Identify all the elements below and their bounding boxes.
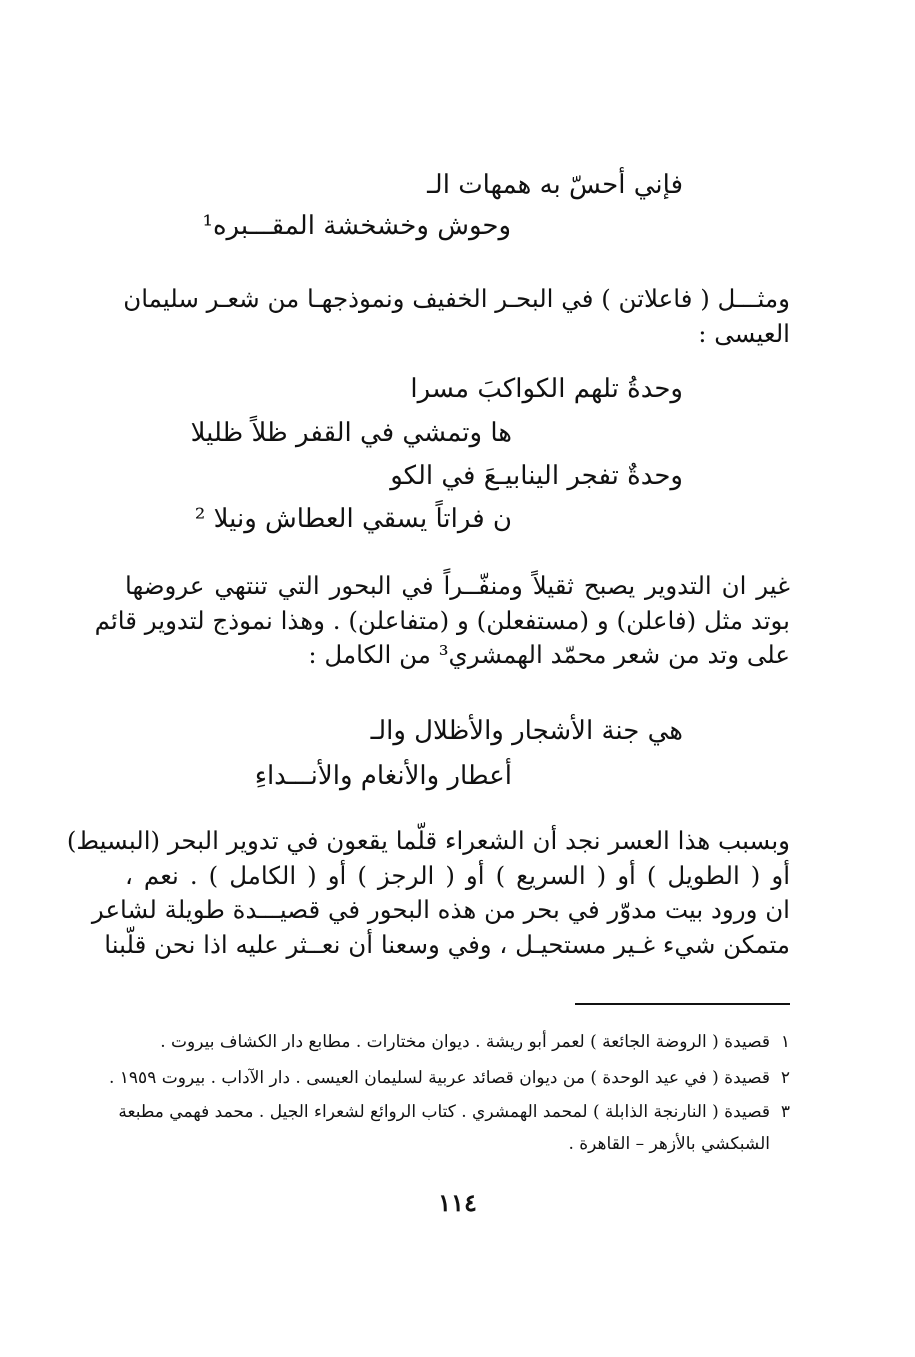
paragraph-line: ان ورود بيت مدوّر في بحر من هذه البحور في قصيـــدة طويلة لشاعر <box>91 895 790 924</box>
verse-line: هي جنة الأشجار والأظلال والـ <box>370 716 683 746</box>
verse-line: أعطار والأنغام والأنـــداءِ <box>254 761 512 791</box>
footnote-number: ١ <box>780 1032 790 1052</box>
paragraph-line: غير ان التدوير يصبح ثقيلاً ومنفّــراً في البحور التي تنتهي عروضها <box>125 571 790 600</box>
paragraph-line: ومثـــل ( فاعلاتن ) في البحـر الخفيف ونموذجهـا من شعـر سليمان <box>123 284 790 313</box>
footnote-text: الشبكشي بالأزهر – القاهرة . <box>568 1134 770 1154</box>
paragraph-line: أو ( الطويل ) أو ( السريع ) أو ( الرجز ) أو ( الكامل ) . نعم ، <box>125 860 790 890</box>
verse-line: ها وتمشي في القفر ظلاً ظليلا <box>190 418 512 448</box>
footnote <box>108 1064 790 1093</box>
paragraph-line: العيسى : <box>698 318 790 348</box>
page-number: ١١٤ <box>438 1188 477 1217</box>
paragraph-line: متمكن شيء غـير مستحيـل ، وفي وسعنا أن نعــثر عليه اذا نحن قلّبنا <box>104 929 790 959</box>
paragraph <box>66 824 790 962</box>
paragraph-line: وبسبب هذا العسر نجد أن الشعراء قلّما يقعون في تدوير البحر (البسيط) <box>66 826 790 855</box>
footnote <box>125 1130 790 1159</box>
footnote-text: قصيدة ( الروضة الجائعة ) لعمر أبو ريشة . ديوان مختارات . مطابع دار الكشاف بيروت . <box>160 1032 770 1052</box>
paragraph-line: على وتد من شعر محمّد الهمشري³ من الكامل : <box>308 640 790 669</box>
verse-line: ن فراتاً يسقي العطاش ونيلا ² <box>194 504 512 534</box>
verse-line: وحدةٌ تفجر الينابيـعَ في الكو <box>390 461 683 491</box>
footnote-number: ٣ <box>780 1102 790 1122</box>
footnote <box>125 1028 790 1057</box>
footnote <box>118 1098 790 1127</box>
verse-line: وحوش وخشخشة المقـــبره¹ <box>202 211 511 241</box>
paragraph-line: بوتد مثل (فاعلن) و (مستفعلن) و (متفاعلن) . وهذا نموذج لتدوير قائم <box>94 605 790 635</box>
paragraph <box>94 569 790 673</box>
footnote-text: قصيدة ( النارنجة الذابلة ) لمحمد الهمشري . كتاب الروائع لشعراء الجيل . محمد فهمي مطبعة <box>118 1102 770 1122</box>
paragraph <box>125 282 790 351</box>
footnote-divider <box>575 1003 790 1005</box>
footnote-text: قصيدة ( في عيد الوحدة ) من ديوان قصائد عربية لسليمان العيسى . دار الآداب . بيروت ١٩٥٩ . <box>108 1068 770 1088</box>
verse-line: فإني أحسّ به همهات الـ <box>427 170 683 200</box>
footnote-number: ٢ <box>780 1068 790 1088</box>
verse-line: وحدةُ تلهم الكواكبَ مسرا <box>410 374 683 404</box>
